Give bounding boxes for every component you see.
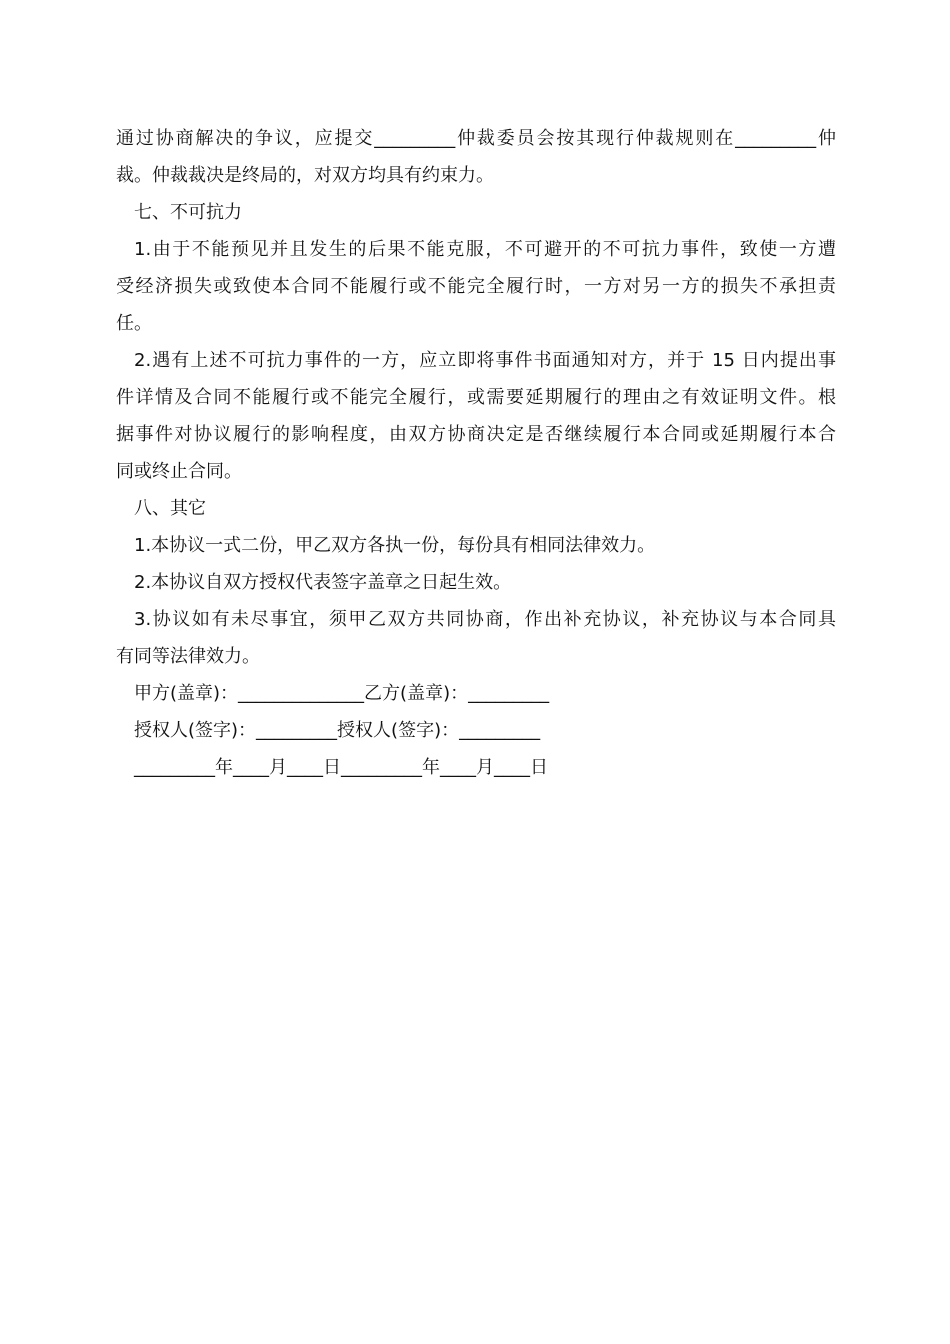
text-line-10: 同或终止合同。	[116, 461, 242, 482]
signature-party-line: 甲方(盖章)：______________乙方(盖章)：_________	[134, 683, 550, 704]
text-line-8: 件详情及合同不能履行或不能完全履行，或需要延期履行的理由之有效证明文件。根	[116, 387, 836, 408]
text-line-13: 2.本协议自双方授权代表签字盖章之日起生效。	[134, 572, 512, 593]
text-line-4: 1.由于不能预见并且发生的后果不能克服，不可避开的不可抗力事件，致使一方遭	[134, 239, 836, 260]
text-line-12: 1.本协议一式二份，甲乙双方各执一份，每份具有相同法律效力。	[134, 535, 656, 556]
text-line-5: 受经济损失或致使本合同不能履行或不能完全履行时，一方对另一方的损失不承担责	[116, 276, 836, 297]
text-line-2: 裁。仲裁裁决是终局的，对双方均具有约束力。	[116, 165, 494, 186]
section-heading-7: 七、不可抗力	[134, 202, 242, 223]
signature-authorized-line: 授权人(签字)：_________授权人(签字)：_________	[134, 720, 541, 741]
text-line-6: 任。	[116, 313, 152, 334]
signature-date-line: _________年____月____日_________年____月____日	[134, 757, 548, 778]
text-line-9: 据事件对协议履行的影响程度，由双方协商决定是否继续履行本合同或延期履行本合	[116, 424, 836, 445]
text-line-7: 2.遇有上述不可抗力事件的一方，应立即将事件书面通知对方，并于 15 日内提出事	[134, 350, 836, 371]
section-heading-8: 八、其它	[134, 498, 206, 519]
document-page	[116, 120, 836, 786]
text-line-14: 3.协议如有未尽事宜，须甲乙双方共同协商，作出补充协议，补充协议与本合同具	[134, 609, 836, 630]
text-line-1: 通过协商解决的争议，应提交_________仲裁委员会按其现行仲裁规则在_________仲	[116, 128, 836, 149]
text-line-15: 有同等法律效力。	[116, 646, 260, 667]
